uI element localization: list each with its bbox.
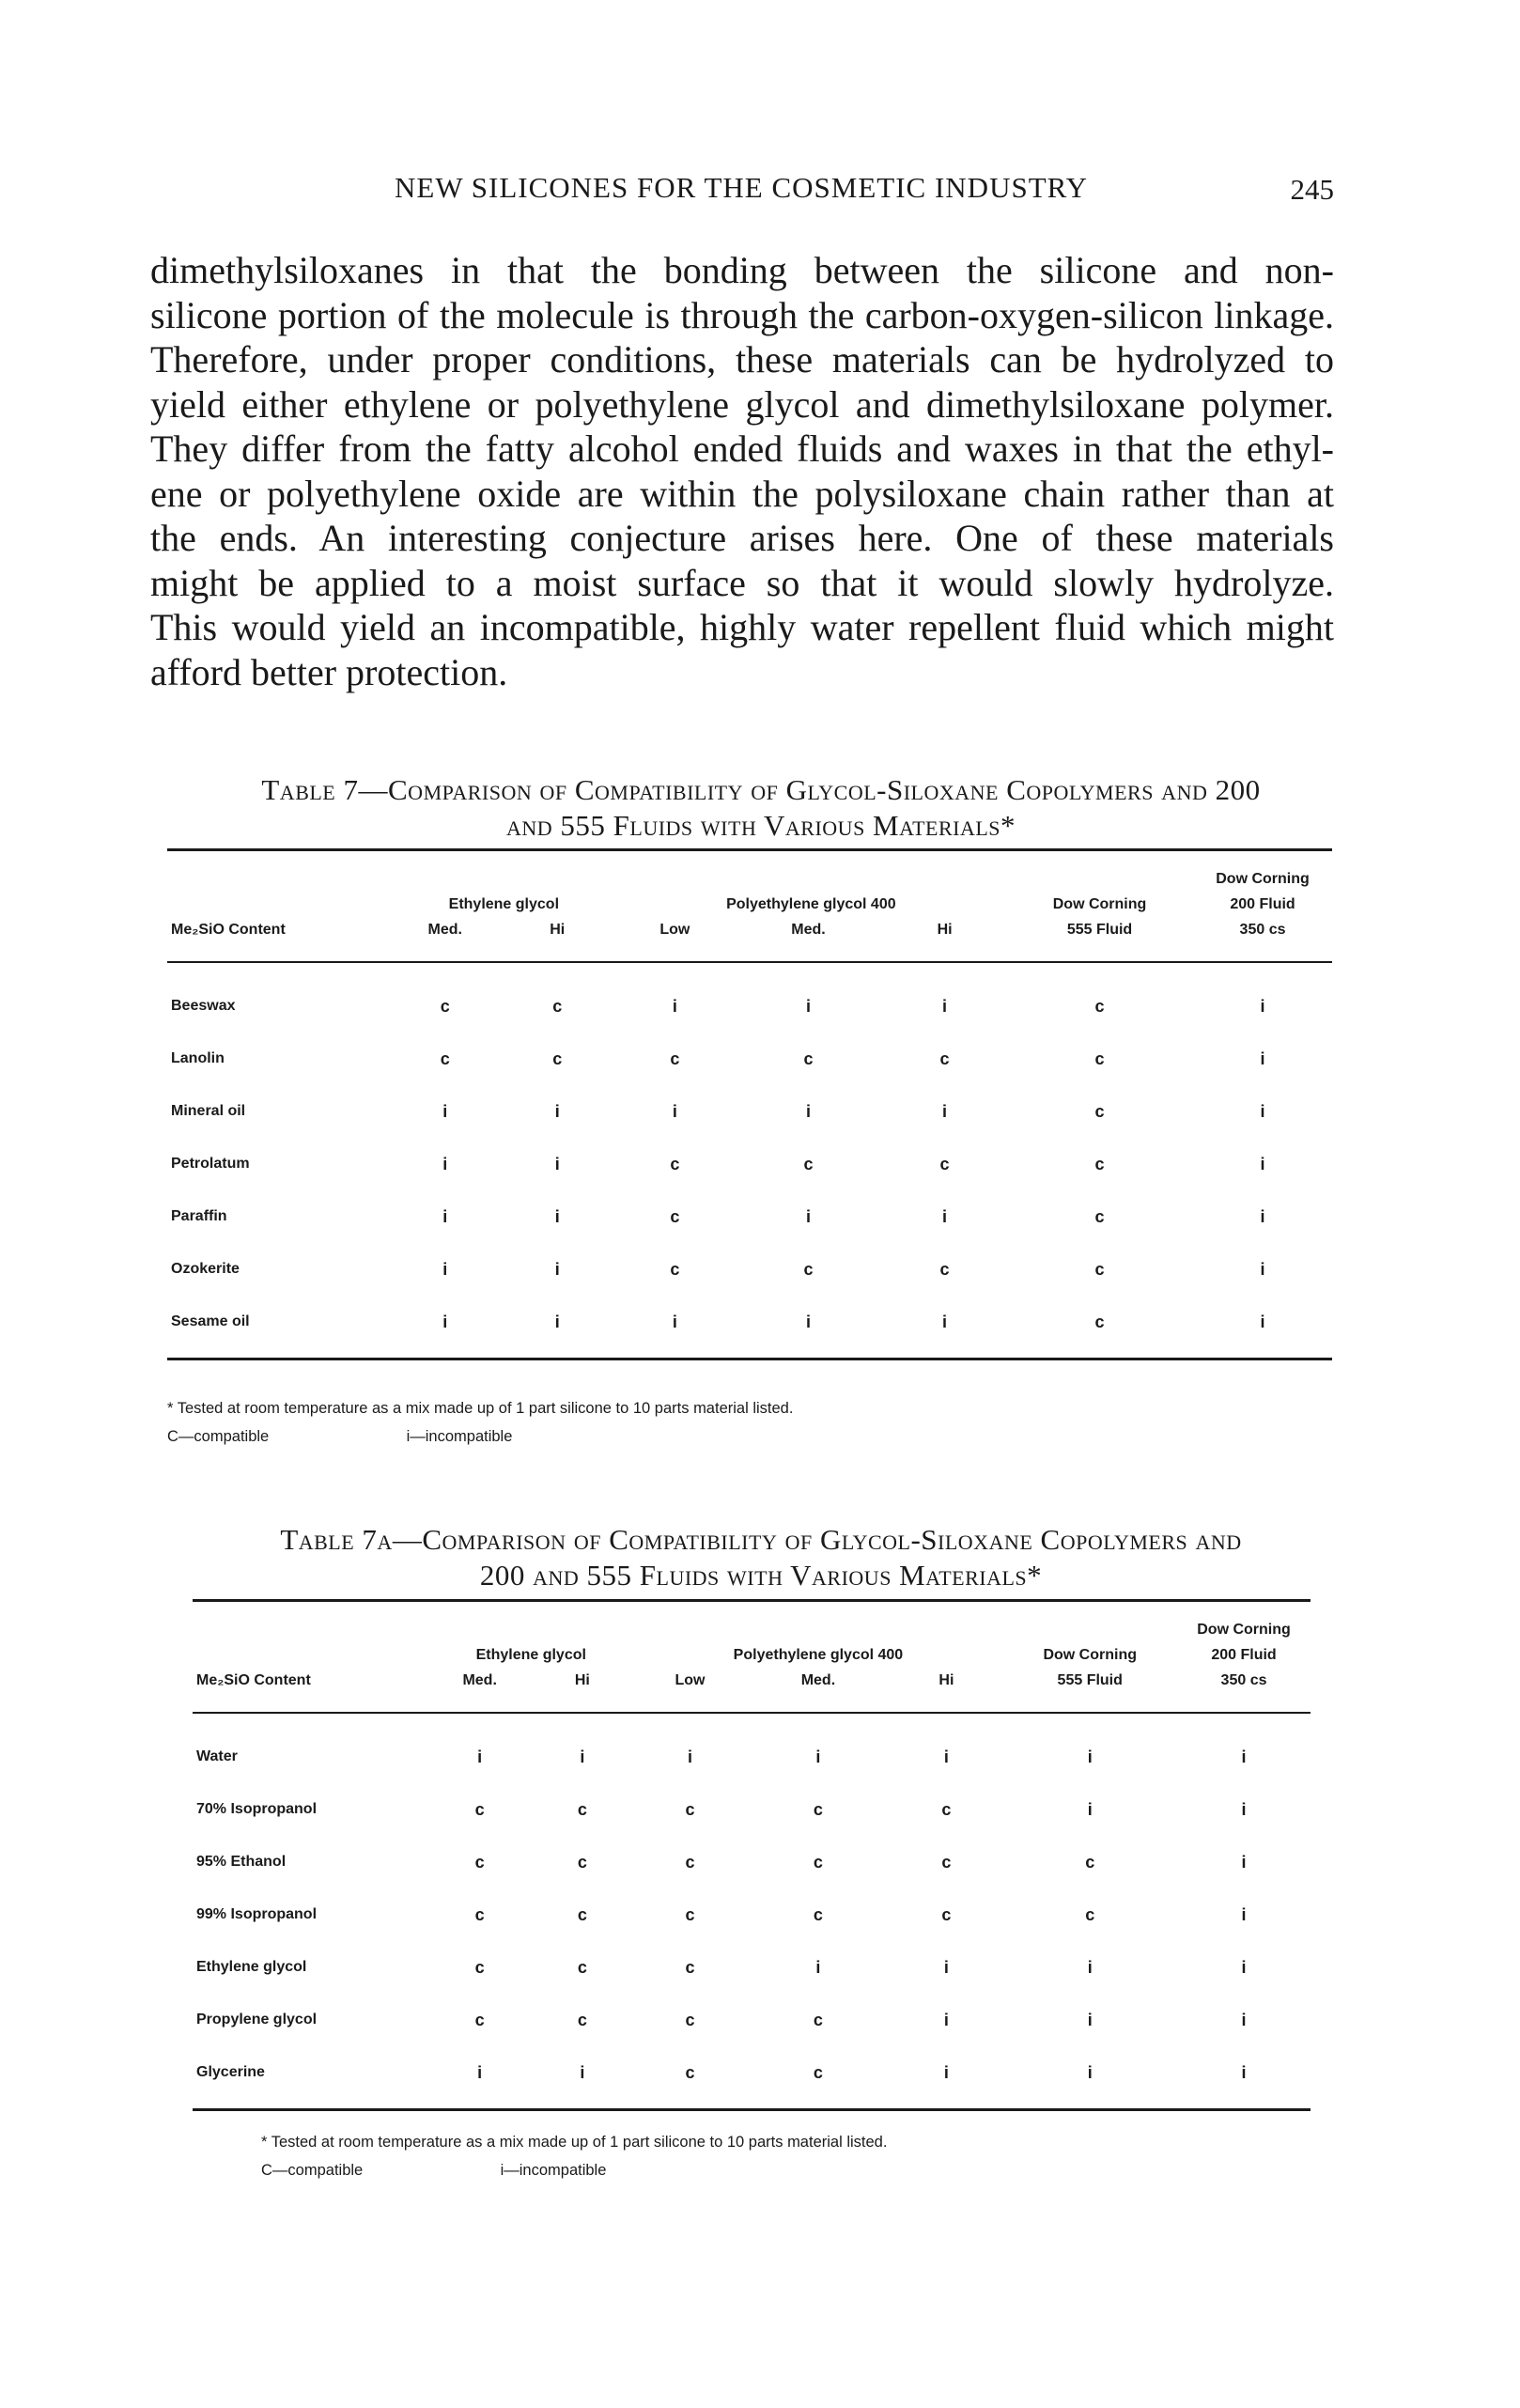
table-row	[193, 1941, 1311, 1994]
table-cell: c	[552, 996, 563, 1016]
table-cell: c	[670, 1206, 680, 1226]
table-cell: c	[1094, 1154, 1105, 1173]
table-cell: c	[813, 1852, 823, 1872]
table-cell: i	[1241, 1852, 1247, 1872]
body-line: might be applied to a moist surface so that it would slowly hydrolyze.	[150, 561, 1334, 604]
column-header: Med.	[392, 917, 499, 962]
table-cell: i	[942, 1101, 948, 1121]
table-cell: c	[670, 1049, 680, 1068]
table-cell: i	[1193, 1296, 1332, 1359]
table-cell: c	[577, 1852, 587, 1872]
body-paragraph	[150, 248, 1334, 694]
column-header: Hi	[890, 1668, 1002, 1713]
table-cell: i	[883, 1296, 1006, 1359]
table-cell: i	[890, 2046, 1002, 2110]
table-cell: c	[803, 1049, 814, 1068]
footnote-text: * Tested at room temperature as a mix made up of 1 part silicone to 10 parts material listed.	[167, 1400, 794, 1417]
body-line: ene or polyethylene oxide are within the polysiloxane chain rather than at	[150, 472, 1334, 515]
table-cell: i	[554, 1206, 560, 1226]
table-cell: c	[803, 1259, 814, 1279]
table-7a-footnote	[261, 2128, 887, 2184]
table-cell: c	[941, 1799, 952, 1819]
table-cell: c	[474, 1799, 485, 1819]
table-7	[167, 848, 1332, 1360]
table-row	[193, 1836, 1311, 1888]
table-cell: c	[552, 1049, 563, 1068]
table-cell: i	[1260, 1101, 1265, 1121]
table-row	[167, 1296, 1332, 1359]
legend-incompatible: i—incompatible	[500, 2162, 607, 2179]
table-cell: c	[1085, 1852, 1095, 1872]
table-cell: i	[687, 1747, 692, 1766]
table-cell: i	[1087, 2010, 1093, 2029]
table-7a	[193, 1599, 1311, 2111]
table-7-caption-line: and 555 Fluids with Various Materials*	[505, 809, 1016, 842]
row-label: 70% Isopropanol	[196, 1801, 318, 1817]
footnote-text: * Tested at room temperature as a mix made up of 1 part silicone to 10 parts material listed.	[261, 2134, 888, 2151]
column-header: Med.	[734, 917, 883, 962]
body-line: the ends. An interesting conjecture arises here. One of these materials	[150, 517, 1334, 559]
row-label: Ethylene glycol	[196, 1959, 307, 1975]
table-cell: i	[1260, 996, 1265, 1016]
row-label: Petrolatum	[171, 1156, 250, 1172]
table-7a-caption-line: 200 and 555 Fluids with Various Materials*	[479, 1559, 1043, 1592]
column-header: Med.	[428, 1668, 531, 1713]
table-cell: i	[1260, 1049, 1265, 1068]
table-cell: c	[633, 2046, 746, 2110]
table-cell: i	[1260, 1206, 1265, 1226]
body-line: dimethylsiloxanes in that the bonding between the silicone and non-	[150, 249, 1334, 291]
table-cell: c	[941, 1852, 952, 1872]
dc555-header-line: Dow Corning	[1052, 896, 1147, 912]
table-cell: c	[577, 1904, 587, 1924]
table-cell: i	[1241, 1799, 1247, 1819]
table-cell: i	[815, 1957, 821, 1977]
row-label: Glycerine	[193, 2046, 428, 2110]
ethylene-glycol-header: Ethylene glycol	[448, 896, 560, 912]
row-header: Me₂SiO Content	[193, 1668, 428, 1713]
table-cell: c	[803, 1154, 814, 1173]
table-7-caption-line: Table 7—Comparison of Compatibility of Glycol-Siloxane Copolymers and 200	[261, 773, 1261, 806]
body-line: This would yield an incompatible, highly water repellent fluid which might	[150, 606, 1334, 648]
table-7a-caption	[150, 1522, 1372, 1593]
table-cell: i	[531, 2046, 633, 2110]
dc200-header-line: 350 cs	[1193, 917, 1332, 962]
table-row	[167, 1190, 1332, 1243]
page-number: 245	[1290, 173, 1334, 206]
dc200-header-line: Dow Corning	[1193, 850, 1332, 893]
dc555-header-line: 555 Fluid	[1006, 917, 1193, 962]
row-label: Paraffin	[171, 1208, 227, 1224]
column-header: Hi	[499, 917, 616, 962]
table-cell: c	[577, 1957, 587, 1977]
table-cell: c	[474, 2010, 485, 2029]
dc555-header-line: 555 Fluid	[1002, 1668, 1177, 1713]
table-cell: i	[1241, 2010, 1247, 2029]
body-line: They differ from the fatty alcohol ended fluids and waxes in that the ethyl-	[150, 427, 1334, 470]
body-line: Therefore, under proper conditions, these materials can be hydrolyzed to	[150, 338, 1334, 381]
table-cell: i	[806, 1206, 812, 1226]
body-line: yield either ethylene or polyethylene glycol and dimethylsiloxane polymer.	[150, 382, 1334, 426]
row-label: Ozokerite	[171, 1261, 240, 1277]
table-cell: i	[442, 1206, 448, 1226]
table-cell: i	[1241, 1957, 1247, 1977]
row-label: 99% Isopropanol	[196, 1906, 318, 1922]
table-7a-caption-line: Table 7a—Comparison of Compatibility of Glycol-Siloxane Copolymers and	[280, 1523, 1242, 1556]
table-cell: c	[474, 1957, 485, 1977]
table-cell: i	[1087, 1747, 1093, 1766]
polyethylene-glycol-header: Polyethylene glycol 400	[726, 896, 896, 912]
column-header: Med.	[747, 1668, 891, 1713]
table-row	[167, 1243, 1332, 1296]
column-header: Hi	[883, 917, 1006, 962]
table-cell: c	[1094, 1206, 1105, 1226]
table-cell: c	[813, 2010, 823, 2029]
table-cell: c	[685, 1957, 695, 1977]
legend-incompatible: i—incompatible	[406, 1428, 513, 1445]
table-cell: c	[440, 1049, 450, 1068]
table-cell: i	[1177, 2046, 1311, 2110]
table-cell: i	[942, 996, 948, 1016]
table-cell: c	[670, 1154, 680, 1173]
row-label: 95% Ethanol	[196, 1854, 287, 1870]
table-cell: i	[554, 1259, 560, 1279]
table-cell: c	[1094, 1049, 1105, 1068]
table-cell: i	[1087, 1799, 1093, 1819]
row-label: Beeswax	[171, 998, 236, 1014]
table-row	[193, 2046, 1311, 2110]
table-cell: i	[580, 1747, 585, 1766]
table-cell: c	[747, 2046, 891, 2110]
table-cell: c	[685, 1852, 695, 1872]
table-cell: i	[616, 1296, 734, 1359]
table-cell: i	[734, 1296, 883, 1359]
ethylene-glycol-header: Ethylene glycol	[475, 1647, 586, 1663]
row-label: Propylene glycol	[196, 2012, 318, 2027]
table-cell: c	[939, 1259, 950, 1279]
column-header: Hi	[531, 1668, 633, 1713]
table-cell: c	[939, 1154, 950, 1173]
table-cell: i	[815, 1747, 821, 1766]
table-row	[167, 1138, 1332, 1190]
table-cell: i	[943, 1957, 949, 1977]
table-cell: c	[685, 2010, 695, 2029]
row-label: Mineral oil	[171, 1103, 246, 1119]
table-cell: i	[943, 2010, 949, 2029]
table-row	[167, 1085, 1332, 1138]
table-cell: c	[577, 1799, 587, 1819]
running-title: NEW SILICONES FOR THE COSMETIC INDUSTRY	[395, 171, 1088, 204]
table-cell: c	[1094, 1101, 1105, 1121]
dc555-header-line: Dow Corning	[1043, 1647, 1137, 1663]
table-cell: c	[685, 1799, 695, 1819]
table-cell: c	[1094, 1259, 1105, 1279]
table-cell: c	[685, 1904, 695, 1924]
table-cell: c	[670, 1259, 680, 1279]
table-cell: c	[1094, 996, 1105, 1016]
table-row	[167, 1033, 1332, 1085]
table-cell: c	[440, 996, 450, 1016]
table-cell: c	[813, 1904, 823, 1924]
table-cell: i	[1002, 2046, 1177, 2110]
table-cell: c	[941, 1904, 952, 1924]
table-7-caption	[150, 772, 1372, 844]
table-cell: i	[1241, 1904, 1247, 1924]
table-row	[167, 962, 1332, 1033]
row-label: Water	[196, 1748, 238, 1764]
table-cell: i	[442, 1154, 448, 1173]
table-cell: i	[554, 1101, 560, 1121]
table-cell: i	[806, 996, 812, 1016]
table-cell: c	[1085, 1904, 1095, 1924]
table-cell: i	[1260, 1259, 1265, 1279]
legend-compatible: C—compatible	[167, 1428, 270, 1445]
table-row	[193, 1783, 1311, 1836]
table-cell: c	[813, 1799, 823, 1819]
table-cell: i	[1260, 1154, 1265, 1173]
table-cell: c	[939, 1049, 950, 1068]
table-cell: i	[442, 1101, 448, 1121]
table-row	[193, 1888, 1311, 1941]
table-7-footnote	[167, 1394, 793, 1451]
column-header: Low	[633, 1668, 746, 1713]
row-label: Sesame oil	[167, 1296, 392, 1359]
running-head	[150, 171, 1334, 209]
table-cell: i	[672, 996, 677, 1016]
table-cell: i	[554, 1154, 560, 1173]
table-cell: i	[392, 1296, 499, 1359]
table-cell: i	[428, 2046, 531, 2110]
dc200-header-line: Dow Corning	[1177, 1601, 1311, 1643]
legend-compatible: C—compatible	[261, 2162, 364, 2179]
table-row	[193, 1994, 1311, 2046]
row-header: Me₂SiO Content	[167, 917, 392, 962]
table-cell: i	[806, 1101, 812, 1121]
polyethylene-glycol-header: Polyethylene glycol 400	[733, 1647, 904, 1663]
table-row	[193, 1713, 1311, 1783]
table-cell: i	[672, 1101, 677, 1121]
body-line: silicone portion of the molecule is through the carbon-oxygen-silicon linkage.	[150, 293, 1334, 336]
table-cell: i	[499, 1296, 616, 1359]
table-cell: i	[943, 1747, 949, 1766]
column-header: Low	[616, 917, 734, 962]
body-line: afford better protection.	[150, 650, 508, 693]
dc200-header-line: 350 cs	[1177, 1668, 1311, 1713]
table-cell: c	[474, 1904, 485, 1924]
row-label: Lanolin	[171, 1050, 225, 1066]
table-cell: c	[577, 2010, 587, 2029]
table-cell: i	[442, 1259, 448, 1279]
table-cell: c	[474, 1852, 485, 1872]
dc200-header-line: 200 Fluid	[1211, 1647, 1277, 1663]
table-cell: i	[1241, 1747, 1247, 1766]
table-cell: i	[477, 1747, 483, 1766]
table-cell: i	[942, 1206, 948, 1226]
table-cell: c	[1006, 1296, 1193, 1359]
table-cell: i	[1087, 1957, 1093, 1977]
dc200-header-line: 200 Fluid	[1230, 896, 1295, 912]
